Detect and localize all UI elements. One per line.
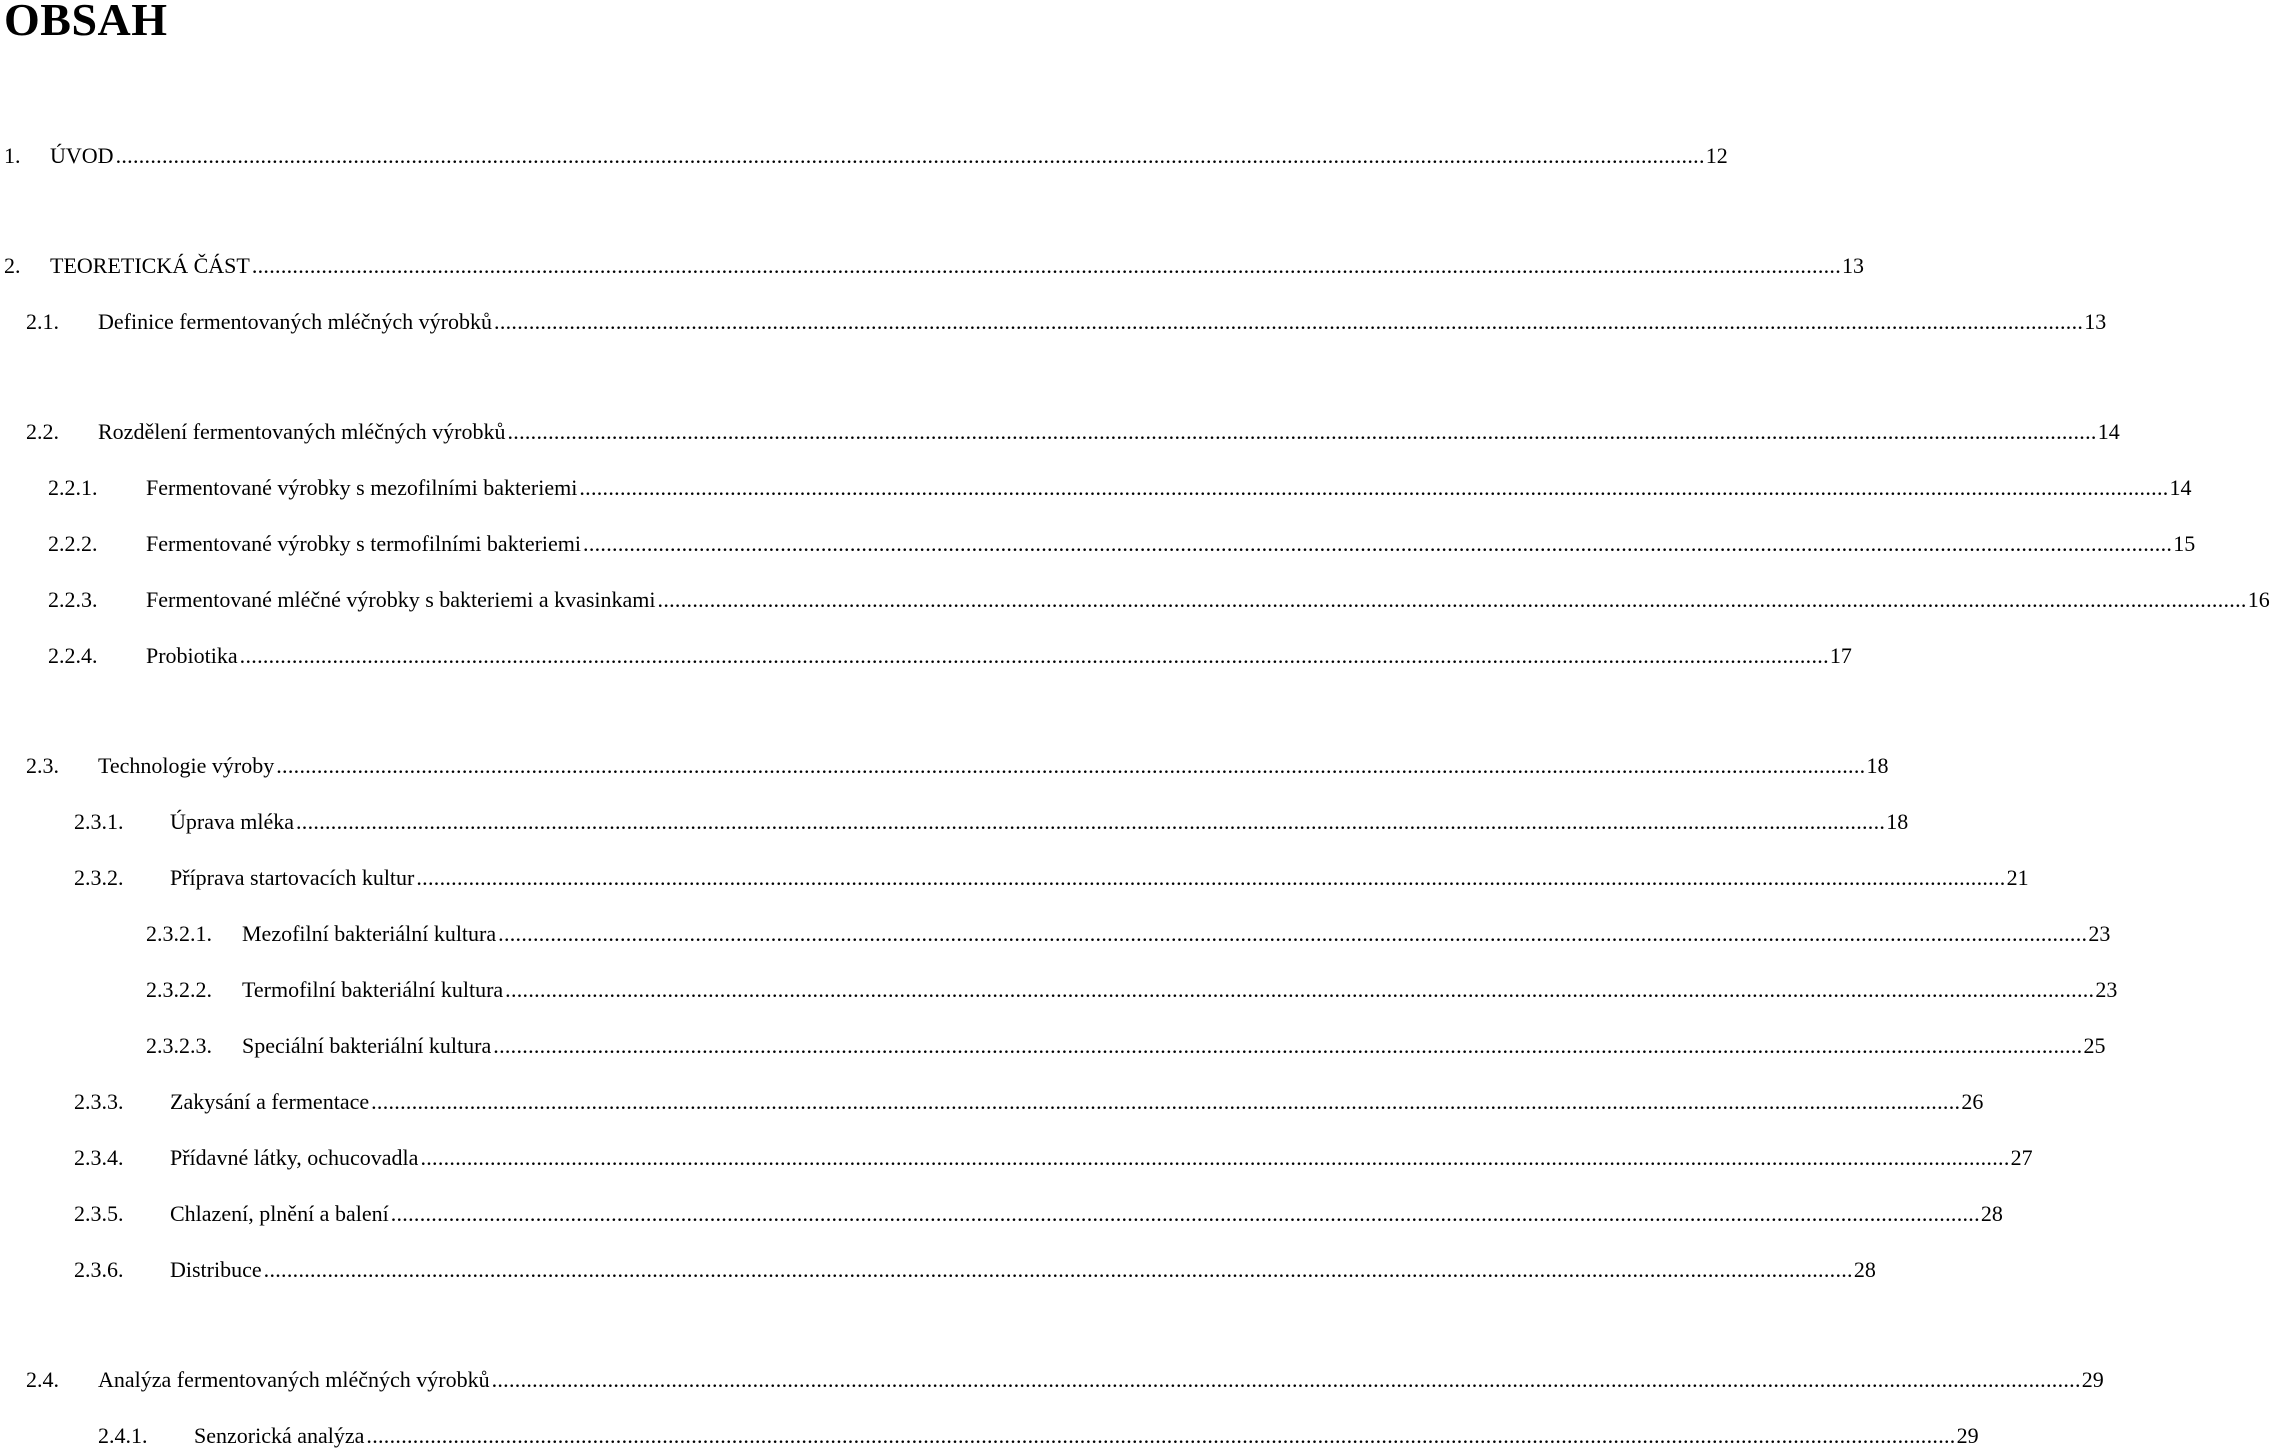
toc-entry-title: Senzorická analýza — [194, 1423, 365, 1448]
toc-entry[interactable] — [74, 863, 2029, 893]
toc-entry-title: Přídavné látky, ochucovadla — [170, 1145, 419, 1170]
toc-dot-leader: .................................................................................................................................................................................................................................................................................. — [583, 531, 2173, 556]
toc-entry-number: 2.2.3. — [48, 587, 98, 612]
toc-entry[interactable] — [4, 141, 1728, 171]
toc-entry[interactable] — [4, 251, 1865, 281]
toc-entry-title: Fermentované mléčné výrobky s bakteriemi a kvasinkami — [146, 587, 656, 612]
toc-entry-page: 18 — [1866, 753, 1889, 778]
toc-entry[interactable] — [74, 1143, 2033, 1173]
toc-dot-leader: .................................................................................................................................................................................................................................................................................. — [263, 1257, 1853, 1282]
toc-entry-number: 2.3.1. — [74, 809, 124, 834]
toc-entry-number: 2.3.5. — [74, 1201, 124, 1226]
toc-entry-number: 2.3.4. — [74, 1145, 124, 1170]
toc-entry-page: 12 — [1705, 143, 1728, 168]
toc-entry[interactable] — [74, 1255, 1876, 1285]
toc-entry[interactable] — [48, 641, 1852, 671]
toc-dot-leader: .................................................................................................................................................................................................................................................................................. — [416, 865, 2006, 890]
toc-entry-page: 17 — [1829, 643, 1852, 668]
toc-dot-leader: .................................................................................................................................................................................................................................................................................. — [420, 1145, 2010, 1170]
toc-entry-number: 2.2.1. — [48, 475, 98, 500]
toc-entry[interactable] — [146, 1031, 2106, 1061]
toc-entry[interactable] — [74, 807, 1909, 837]
toc-entry-page: 13 — [2084, 309, 2107, 334]
toc-entry-number: 2.3.2.2. — [146, 977, 212, 1002]
toc-entry-title: Analýza fermentovaných mléčných výrobků — [98, 1367, 490, 1392]
toc-entry[interactable] — [26, 417, 2120, 447]
toc-entry-number: 2.2.4. — [48, 643, 98, 668]
toc-entry-page: 26 — [1961, 1089, 1984, 1114]
toc-entry-number: 2.3.2. — [74, 865, 124, 890]
toc-entry-number: 1. — [4, 143, 21, 168]
toc-entry-number: 2.1. — [26, 309, 59, 334]
toc-dot-leader: .................................................................................................................................................................................................................................................................................. — [276, 753, 1866, 778]
toc-entry-number: 2.2. — [26, 419, 59, 444]
toc-dot-leader: .................................................................................................................................................................................................................................................................................. — [251, 253, 1842, 278]
toc-entry[interactable] — [48, 585, 2270, 615]
toc-entry-page: 21 — [2006, 865, 2029, 890]
page-title: OBSAH — [4, 0, 168, 45]
toc-entry-title: Termofilní bakteriální kultura — [242, 977, 504, 1002]
toc-entry-title: Fermentované výrobky s mezofilními bakteriemi — [146, 475, 578, 500]
toc-dot-leader: .................................................................................................................................................................................................................................................................................. — [579, 475, 2169, 500]
toc-entry-page: 14 — [2169, 475, 2192, 500]
toc-dot-leader: .................................................................................................................................................................................................................................................................................. — [296, 809, 1886, 834]
toc-entry-number: 2.3.2.1. — [146, 921, 212, 946]
toc-entry-page: 23 — [2088, 921, 2111, 946]
toc-dot-leader: .................................................................................................................................................................................................................................................................................. — [493, 1033, 2083, 1058]
toc-entry[interactable] — [26, 751, 1889, 781]
toc-entry-page: 28 — [1980, 1201, 2003, 1226]
toc-entry-page: 13 — [1842, 253, 1865, 278]
toc-dot-leader: .................................................................................................................................................................................................................................................................................. — [498, 921, 2088, 946]
toc-dot-leader: .................................................................................................................................................................................................................................................................................. — [390, 1201, 1980, 1226]
toc-entry-number: 2.3.3. — [74, 1089, 124, 1114]
toc-entry-title: ÚVOD — [50, 143, 114, 168]
toc-entry[interactable] — [146, 919, 2111, 949]
toc-entry-title: Technologie výroby — [98, 753, 275, 778]
toc-entry-page: 29 — [2081, 1367, 2104, 1392]
toc-dot-leader: .................................................................................................................................................................................................................................................................................. — [239, 643, 1829, 668]
toc-entry-title: Chlazení, plnění a balení — [170, 1201, 389, 1226]
toc-dot-leader: .................................................................................................................................................................................................................................................................................. — [115, 143, 1705, 168]
toc-dot-leader: .................................................................................................................................................................................................................................................................................. — [366, 1423, 1956, 1448]
toc-entry-title: Distribuce — [170, 1257, 262, 1282]
toc-dot-leader: .................................................................................................................................................................................................................................................................................. — [505, 977, 2095, 1002]
toc-entry-page: 29 — [1956, 1423, 1979, 1448]
toc-entry-page: 25 — [2083, 1033, 2106, 1058]
toc-entry[interactable] — [74, 1199, 2003, 1229]
toc-entry[interactable] — [48, 529, 2196, 559]
toc-entry-number: 2. — [4, 253, 21, 278]
toc-entry-number: 2.3. — [26, 753, 59, 778]
toc-entry-page: 15 — [2173, 531, 2196, 556]
toc-entry-title: Definice fermentovaných mléčných výrobků — [98, 309, 493, 334]
toc-entry[interactable] — [48, 473, 2192, 503]
toc-dot-leader: .................................................................................................................................................................................................................................................................................. — [491, 1367, 2081, 1392]
toc-entry-title: Příprava startovacích kultur — [170, 865, 415, 890]
toc-entry-title: TEORETICKÁ ČÁST — [50, 253, 250, 278]
toc-entry[interactable] — [74, 1087, 1984, 1117]
toc-entry-title: Úprava mléka — [170, 809, 294, 834]
toc-entry-page: 27 — [2010, 1145, 2033, 1170]
toc-entry[interactable] — [98, 1421, 1979, 1451]
toc-entry-number: 2.3.2.3. — [146, 1033, 212, 1058]
toc-entry-page: 28 — [1853, 1257, 1876, 1282]
toc-entry-page: 16 — [2247, 587, 2270, 612]
toc-entry-title: Speciální bakteriální kultura — [242, 1033, 492, 1058]
toc-entry-title: Rozdělení fermentovaných mléčných výrobků — [98, 419, 506, 444]
toc-dot-leader: .................................................................................................................................................................................................................................................................................. — [507, 419, 2097, 444]
toc-dot-leader: .................................................................................................................................................................................................................................................................................. — [371, 1089, 1961, 1114]
toc-entry-title: Probiotika — [146, 643, 238, 668]
toc-dot-leader: .................................................................................................................................................................................................................................................................................. — [657, 587, 2247, 612]
toc-entry-number: 2.2.2. — [48, 531, 98, 556]
toc-entry[interactable] — [146, 975, 2118, 1005]
toc-entry-page: 23 — [2095, 977, 2118, 1002]
toc-entry[interactable] — [26, 307, 2107, 337]
toc-entry-page: 14 — [2097, 419, 2120, 444]
toc-entry-number: 2.4. — [26, 1367, 59, 1392]
toc-dot-leader: .................................................................................................................................................................................................................................................................................. — [494, 309, 2084, 334]
toc-entry-page: 18 — [1886, 809, 1909, 834]
toc-entry[interactable] — [26, 1365, 2104, 1395]
toc-entry-number: 2.4.1. — [98, 1423, 148, 1448]
toc-entry-title: Mezofilní bakteriální kultura — [242, 921, 497, 946]
toc-entry-title: Fermentované výrobky s termofilními bakteriemi — [146, 531, 582, 556]
toc-entry-title: Zakysání a fermentace — [170, 1089, 370, 1114]
toc-entry-number: 2.3.6. — [74, 1257, 124, 1282]
